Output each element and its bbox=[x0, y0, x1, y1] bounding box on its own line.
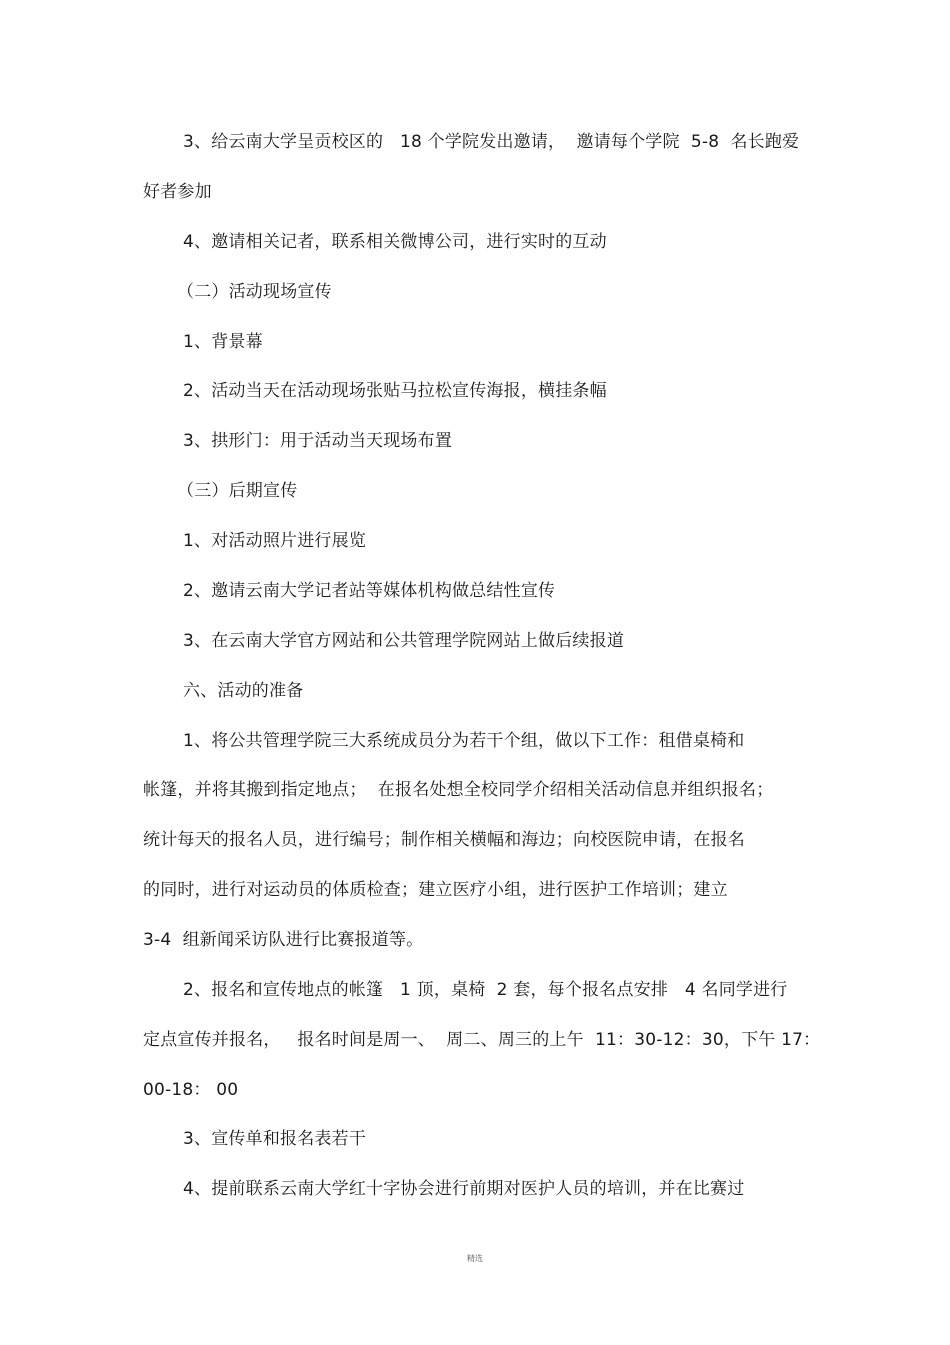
section-heading: 六、活动的准备 bbox=[183, 681, 304, 701]
paragraph-line: 统计每天的报名人员，进行编号；制作相关横幅和海边；向校医院申请，在报名 bbox=[143, 830, 745, 850]
paragraph-line: 定点宣传并报名， 报名时间是周一、 周二、周三的上午 11：30-12：30，下午 17： bbox=[143, 1030, 821, 1050]
paragraph-line: 帐篷，并将其搬到指定地点； 在报名处想全校同学介绍相关活动信息并组织报名； bbox=[143, 780, 774, 800]
section-heading: （二）活动现场宣传 bbox=[177, 282, 332, 302]
paragraph-line: 1、背景幕 bbox=[183, 332, 263, 352]
paragraph-line: 2、报名和宣传地点的帐篷 1 顶，桌椅 2 套，每个报名点安排 4 名同学进行 bbox=[183, 980, 788, 1000]
paragraph-line: 2、活动当天在活动现场张贴马拉松宣传海报，横挂条幅 bbox=[183, 381, 607, 401]
paragraph-line: 2、邀请云南大学记者站等媒体机构做总结性宣传 bbox=[183, 581, 556, 601]
paragraph-line: 1、对活动照片进行展览 bbox=[183, 531, 367, 551]
paragraph-line: 3、在云南大学官方网站和公共管理学院网站上做后续报道 bbox=[183, 631, 625, 651]
section-heading: （三）后期宣传 bbox=[177, 481, 298, 501]
paragraph-line: 1、将公共管理学院三大系统成员分为若干个组，做以下工作：租借桌椅和 bbox=[183, 731, 745, 751]
paragraph-line: 00-18： 00 bbox=[143, 1080, 239, 1100]
paragraph-line: 3、宣传单和报名表若干 bbox=[183, 1129, 367, 1149]
paragraph-line: 3、拱形门：用于活动当天现场布置 bbox=[183, 431, 453, 451]
paragraph-line: 好者参加 bbox=[143, 182, 212, 202]
paragraph-line: 3-4 组新闻采访队进行比赛报道等。 bbox=[143, 930, 424, 950]
paragraph-line: 4、邀请相关记者，联系相关微博公司，进行实时的互动 bbox=[183, 232, 607, 252]
paragraph-line: 3、给云南大学呈贡校区的 18 个学院发出邀请， 邀请每个学院 5-8 名长跑爱 bbox=[183, 132, 800, 152]
paragraph-line: 4、提前联系云南大学红十字协会进行前期对医护人员的培训，并在比赛过 bbox=[183, 1179, 745, 1199]
page-footer: 精选 bbox=[467, 1254, 483, 1263]
paragraph-line: 的同时，进行对运动员的体质检查；建立医疗小组，进行医护工作培训；建立 bbox=[143, 880, 728, 900]
